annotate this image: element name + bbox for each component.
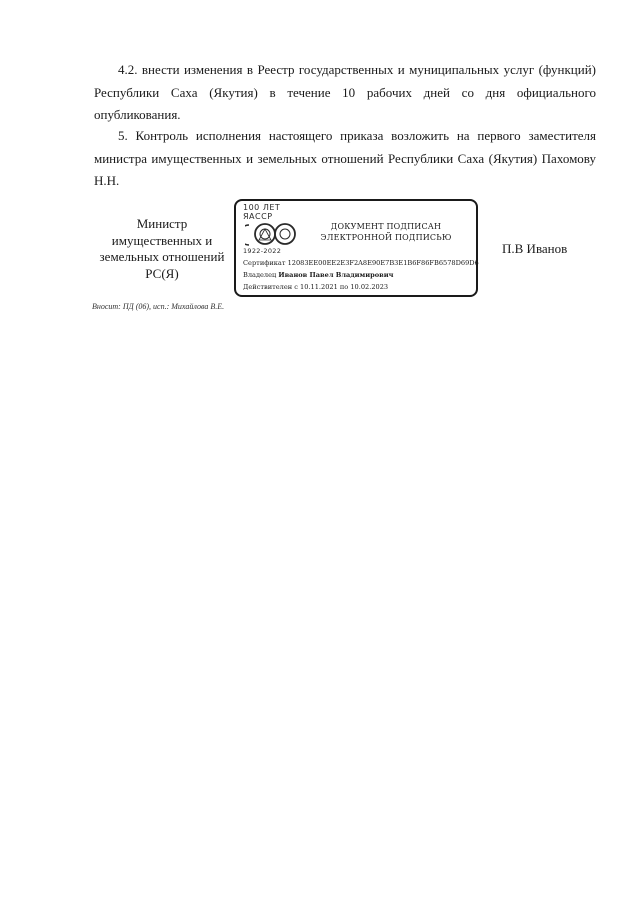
owner-value: Иванов Павел Владимирович [278, 271, 394, 279]
logo-years: 1922-2022 [243, 247, 282, 255]
validity-value: с 10.11.2021 по 10.02.2023 [294, 283, 389, 291]
signer-name: П.В Иванов [502, 241, 568, 256]
electronic-signature-stamp [234, 199, 478, 297]
paragraph-4-2-text: 4.2. внести изменения в Реестр государственных и муниципальных услуг (функций) Республики Саха (Якутия) в течение 10 рабочих дней со дня официального опубликования. [94, 62, 596, 122]
certificate-label: Сертификат [243, 259, 286, 267]
position-line: земельных отношений [99, 249, 225, 264]
validity-line [243, 283, 388, 292]
owner-line [243, 271, 394, 280]
logo-caption [243, 203, 280, 221]
position-line: РС(Я) [145, 265, 179, 281]
minister-position [92, 216, 232, 282]
stamp-title-line: ДОКУМЕНТ ПОДПИСАН [330, 222, 442, 231]
position-line: имущественных и [111, 232, 213, 248]
anniversary-emblem-icon [245, 221, 301, 247]
logo-caption-line: ЯАССР [243, 212, 273, 221]
paragraph-4-2 [94, 59, 596, 127]
paragraph-5 [94, 125, 596, 193]
validity-label: Действителен [243, 283, 293, 291]
stamp-title-line: ЭЛЕКТРОННОЙ ПОДПИСЬЮ [320, 233, 452, 242]
stamp-title [300, 221, 472, 243]
owner-label: Владелец [243, 271, 277, 279]
certificate-line [243, 259, 479, 268]
position-line: Министр [136, 216, 188, 231]
paragraph-5-text: 5. Контроль исполнения настоящего приказа возложить на первого заместителя министра имущественных и земельных отношений Республики Саха (Якутия) Пахомову Н.Н. [94, 128, 596, 188]
logo-caption-line: 100 ЛЕТ [243, 203, 281, 212]
anniversary-logo [243, 203, 299, 259]
certificate-value: 12083EE00EE2E3F2A8E90E7B3E1B6F86FB6578D69D6 [287, 259, 479, 267]
footer-note: Вносит: ПД (06), исп.: Михайлова В.Е. [92, 302, 225, 311]
